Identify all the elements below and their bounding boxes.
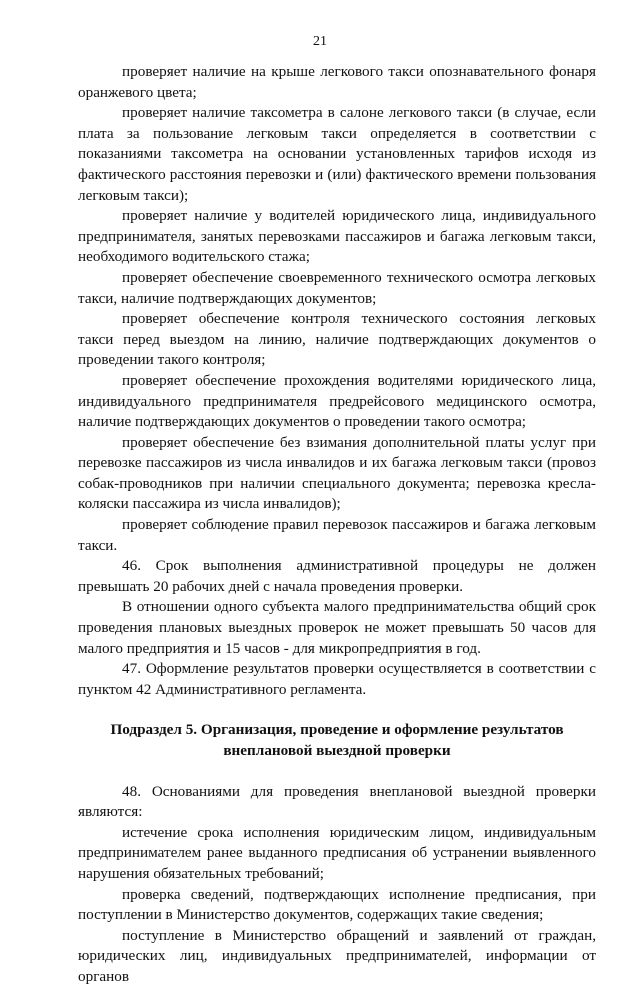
paragraph: проверяет наличие на крыше легкового такси опознавательного фонаря оранжевого цвета; [78,63,596,101]
paragraph: 48. Основаниями для проведения внеплановой выездной проверки являются: [78,782,596,821]
paragraph: проверяет обеспечение контроля технического состояния легковых такси перед выездом на линию, наличие подтверждающих документов о проведении такого контроля; [78,310,596,369]
paragraph: 46. Срок выполнения административной процедуры не должен превышать 20 рабочих дней с начала проведения проверки. [78,557,596,595]
paragraph: проверяет наличие у водителей юридического лица, индивидуального предпринимателя, занятых перевозками пассажиров и багажа легковым такси, необходимого водительского стажа; [78,207,596,266]
document-body [78,62,596,988]
paragraph: проверка сведений, подтверждающих исполнение предписания, при поступлении в Министерство документов, содержащих такие сведения; [78,885,596,924]
subsection-heading: Подраздел 5. Организация, проведение и оформление результатов внеплановой выездной проверки [110,721,564,759]
paragraph: проверяет наличие таксометра в салоне легкового такси (в случае, если плата за пользование легковым такси определяется в соответствии с показаниями таксометра на основании установленных тарифов исходя из фактического расстояния перевозки и (или) фактического времени пользования легковым такси); [78,104,596,204]
paragraph: проверяет обеспечение прохождения водителями юридического лица, индивидуального предпринимателя предрейсового медицинского осмотра, наличие подтверждающих документов о проведении такого осмотра; [78,371,596,431]
paragraph: истечение срока исполнения юридическим лицом, индивидуальным предпринимателем ранее выданного предписания об устранении выявленного нарушения обязательных требований; [78,823,596,882]
paragraph: проверяет обеспечение без взимания дополнительной платы услуг при перевозке пассажиров из числа инвалидов и их багажа легковым такси (провоз собак-проводников при наличии специального документа; перевозка кресла-коляски пассажира из числа инвалидов); [78,433,596,513]
paragraph: поступление в Министерство обращений и заявлений от граждан, юридических лиц, индивидуальных предпринимателей, информации от органов [78,926,596,985]
paragraph: 47. Оформление результатов проверки осуществляется в соответствии с пунктом 42 Административного регламента. [78,660,596,698]
page-number: 21 [313,34,327,49]
paragraph: проверяет обеспечение своевременного технического осмотра легковых такси, наличие подтверждающих документов; [78,268,596,307]
paragraph: В отношении одного субъекта малого предпринимательства общий срок проведения плановых выездных проверок не может превышать 50 часов для малого предприятия и 15 часов - для микропредприятия в год. [78,598,596,657]
paragraph: проверяет соблюдение правил перевозок пассажиров и багажа легковым такси. [78,516,596,554]
